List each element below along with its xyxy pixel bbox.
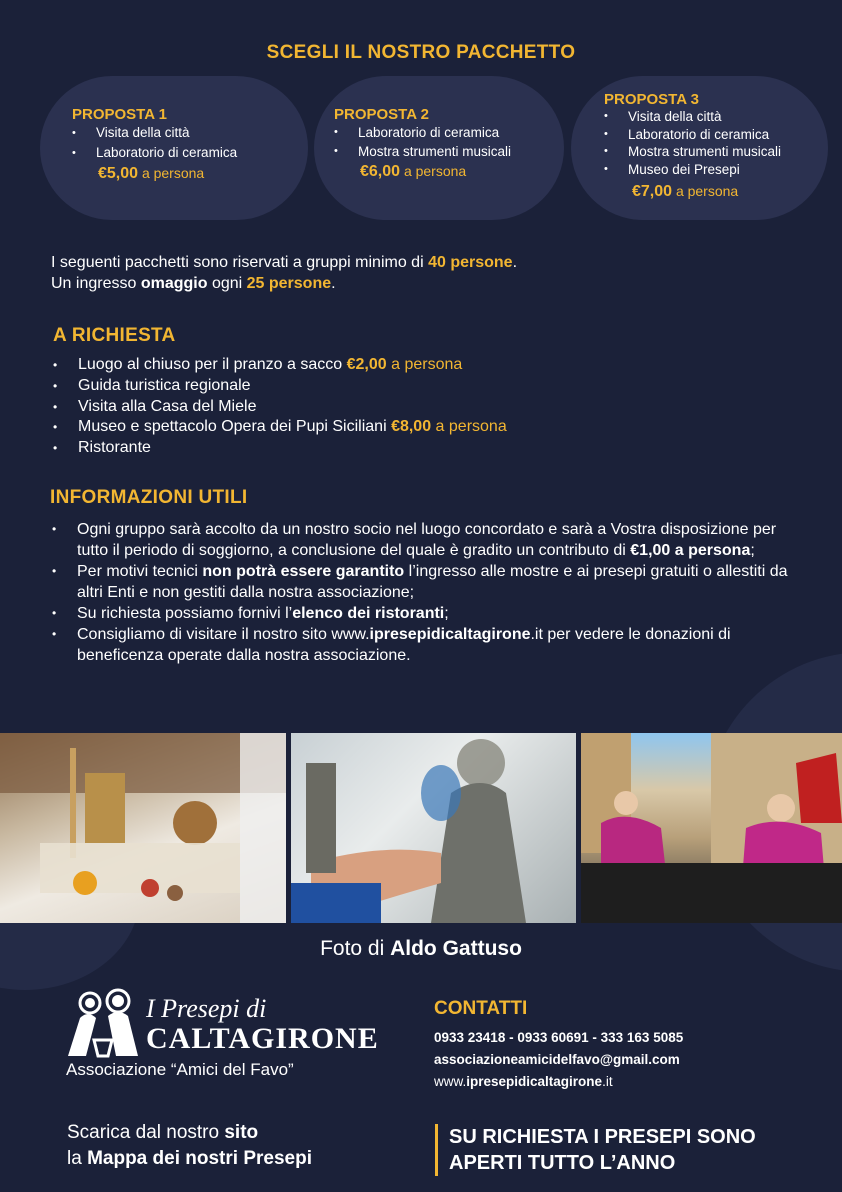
list-item — [51, 355, 507, 376]
open-line-1: SU RICHIESTA I PRESEPI SONO — [449, 1126, 756, 1148]
logo-title-line-2: CALTAGIRONE — [146, 1022, 379, 1055]
list-item — [51, 376, 507, 397]
item-text: Visita alla Casa del Miele — [78, 397, 257, 415]
list-item — [51, 397, 507, 418]
download-text: la — [67, 1148, 88, 1169]
item-text: Consigliamo di visitare il nostro sito www. — [77, 626, 370, 643]
item-text: Ristorante — [78, 439, 151, 457]
credit-prefix: Foto di — [320, 937, 391, 960]
item-text: Su richiesta possiamo fornivi l’ — [77, 605, 293, 622]
list-item — [50, 561, 790, 603]
open-all-year-banner — [435, 1124, 756, 1176]
item-highlight: €1,00 a persona — [630, 542, 751, 559]
price-amount: €6,00 — [360, 163, 401, 180]
list-item — [50, 603, 790, 624]
contacts-email: associazioneamicidelfavo@gmail.com — [434, 1052, 680, 1067]
package-price — [98, 165, 204, 183]
package-price — [360, 163, 466, 181]
package-item: • Laboratorio di ceramica — [602, 126, 781, 144]
photo-procession-image — [581, 733, 842, 923]
price-unit: a persona — [403, 163, 467, 179]
info-title: INFORMAZIONI UTILI — [50, 487, 248, 508]
package-item: • Laboratorio di ceramica — [70, 143, 237, 163]
note-text: ogni — [207, 275, 247, 292]
item-price: €8,00 — [391, 418, 432, 436]
download-line-2 — [67, 1146, 312, 1172]
website-suffix: .it — [602, 1074, 613, 1089]
package-item: • Visita della città — [602, 108, 781, 126]
contacts-website — [434, 1071, 683, 1093]
package-title: PROPOSTA 3 — [604, 91, 700, 108]
download-text: Scarica dal nostro — [67, 1122, 225, 1143]
item-text: Museo e spettacolo Opera dei Pupi Siciliani — [78, 418, 392, 436]
on-request-title: A RICHIESTA — [53, 325, 176, 346]
package-card-2 — [314, 76, 564, 220]
nativity-logo-icon — [66, 988, 146, 1060]
item-text: .it per vedere le donazioni di beneficenza operate dalla nostra associazione. — [77, 626, 731, 664]
website-name: ipresepidicaltagirone — [466, 1074, 603, 1089]
group-note — [51, 252, 517, 294]
contacts-title: CONTATTI — [434, 998, 528, 1019]
contacts-phones: 0933 23418 - 0933 60691 - 333 163 5085 — [434, 1030, 684, 1045]
logo-subtitle: Associazione “Amici del Favo” — [66, 1060, 294, 1079]
price-unit: a persona — [141, 165, 205, 181]
note-text: . — [331, 275, 336, 292]
on-request-list — [51, 355, 507, 459]
photo-ceramic-statue — [291, 733, 576, 923]
note-highlight: omaggio — [140, 275, 208, 292]
photo-musical-instruments — [0, 733, 286, 923]
package-card-1 — [40, 76, 308, 220]
package-item: • Visita della città — [70, 123, 237, 143]
list-item — [50, 519, 790, 561]
website-prefix: www. — [434, 1074, 467, 1089]
info-list — [50, 519, 790, 666]
photo-ceramic-statue-image — [291, 733, 576, 923]
item-text: l’ingresso alle mostre e ai presepi gratuiti o allestiti da altri Enti e non gestiti dalla nostra associazione; — [77, 563, 788, 601]
note-text: Un ingresso — [51, 275, 141, 292]
package-item: • Mostra strumenti musicali — [332, 142, 511, 161]
item-text: ; — [444, 605, 449, 622]
price-amount: €7,00 — [632, 183, 673, 200]
photo-procession — [581, 733, 842, 923]
note-text: I seguenti pacchetti sono riservati a gruppi minimo di — [51, 254, 429, 271]
item-highlight: ipresepidicaltagirone — [369, 626, 531, 643]
package-items — [332, 123, 511, 161]
item-unit: a persona — [431, 418, 507, 436]
package-item: • Laboratorio di ceramica — [332, 123, 511, 142]
download-highlight: Mappa dei nostri Presepi — [87, 1148, 312, 1169]
package-title: PROPOSTA 2 — [334, 106, 430, 123]
download-map-note — [67, 1120, 312, 1172]
photo-strip — [0, 733, 842, 923]
package-price — [632, 183, 738, 201]
group-note-line-1 — [51, 252, 517, 273]
download-line-1 — [67, 1120, 312, 1146]
page-title: SCEGLI IL NOSTRO PACCHETTO — [266, 42, 576, 63]
note-highlight: 25 persone — [246, 275, 332, 292]
photo-musical-instruments-image — [0, 733, 286, 923]
item-text: Guida turistica regionale — [78, 376, 251, 394]
item-text: Ogni gruppo sarà accolto da un nostro socio nel luogo concordato e sarà a Vostra disposizione per tutto il periodo di soggiorno, a conclusione del quale è gradito un contributo di — [77, 521, 777, 559]
note-text: . — [512, 254, 518, 271]
group-note-line-2 — [51, 273, 517, 294]
list-item — [50, 624, 790, 666]
list-item — [51, 438, 507, 459]
contacts-block — [434, 998, 683, 1093]
price-unit: a persona — [675, 183, 739, 199]
credit-name: Aldo Gattuso — [390, 937, 522, 960]
note-highlight: 40 persone — [428, 254, 513, 271]
package-card-3 — [571, 76, 828, 220]
item-highlight: non potrà essere garantito — [202, 563, 405, 580]
association-logo — [66, 988, 386, 1088]
item-text: ; — [750, 542, 755, 559]
list-item — [51, 417, 507, 438]
package-item: • Museo dei Presepi — [602, 161, 781, 179]
item-unit: a persona — [386, 356, 463, 373]
item-text: Luogo al chiuso per il pranzo a sacco — [78, 356, 347, 373]
package-item: • Mostra strumenti musicali — [602, 143, 781, 161]
logo-title-line-1: I Presepi di — [146, 994, 267, 1023]
item-highlight: elenco dei ristoranti — [292, 605, 445, 622]
photo-credit — [0, 937, 842, 961]
price-amount: €5,00 — [98, 165, 139, 182]
package-items — [602, 108, 781, 178]
package-items — [70, 123, 237, 163]
item-price: €2,00 — [346, 356, 387, 373]
item-text: Per motivi tecnici — [77, 563, 203, 580]
open-line-2: APERTI TUTTO L’ANNO — [449, 1152, 676, 1174]
download-highlight: sito — [224, 1122, 259, 1143]
package-title: PROPOSTA 1 — [72, 106, 168, 123]
